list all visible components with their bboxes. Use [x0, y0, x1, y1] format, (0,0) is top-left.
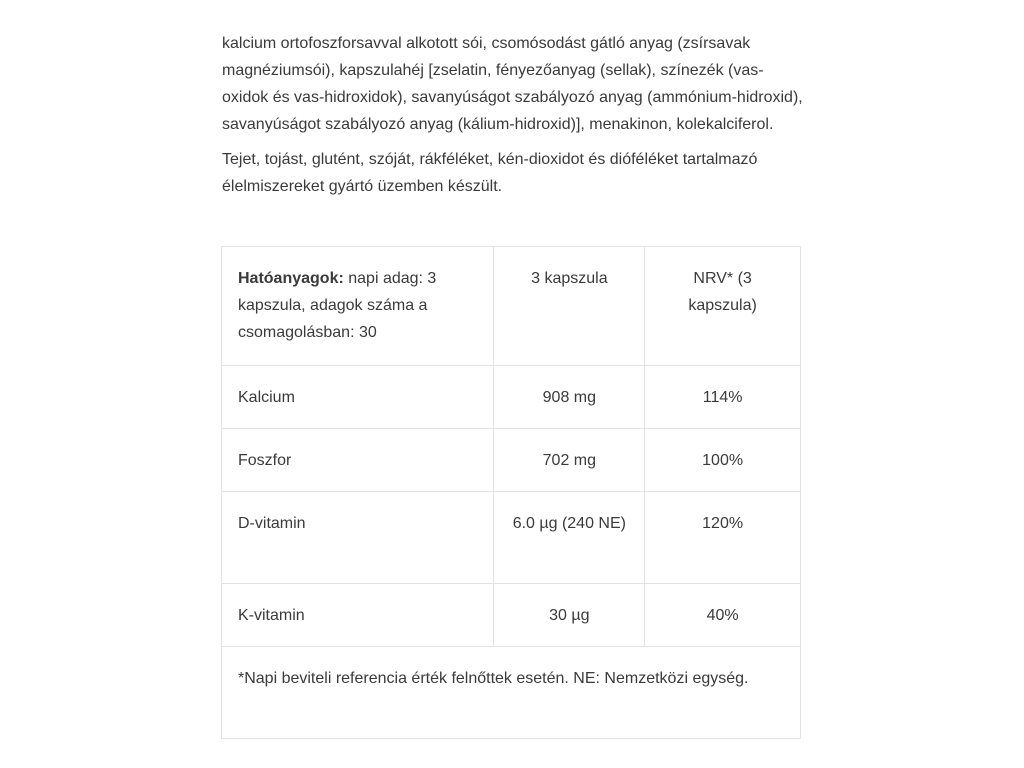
header-active-ingredients [222, 247, 494, 366]
header-nrv: NRV* (3 kapszula) [645, 247, 801, 366]
table-row [222, 492, 801, 584]
row-name: Foszfor [222, 429, 494, 492]
row-name: K-vitamin [222, 584, 494, 647]
header-label-bold: Hatóanyagok: [238, 270, 344, 287]
allergen-text: Tejet, tojást, glutént, szóját, rákféléket, kén-dioxidot és dióféléket tartalmazó élelmiszereket gyártó üzemben készült. [222, 151, 758, 195]
ingredients-text: kalcium ortofoszforsavval alkotott sói, csomósodást gátló anyag (zsírsavak magnéziumsói), kapszulahéj [zselatin, fényezőanyag (sellak), színezék (vas-oxidok és vas-hidroxidok), savanyúságot szabályozó anyag (ammónium-hidroxid), savanyúságot szabályozó anyag (kálium-hidroxid)], menakinon, kolekalciferol. [222, 35, 803, 133]
header-dose: 3 kapszula [494, 247, 645, 366]
table-header-row [222, 247, 801, 366]
row-name: D-vitamin [222, 492, 494, 584]
row-amount: 702 mg [494, 429, 645, 492]
footnote: *Napi beviteli referencia érték felnőttek esetén. NE: Nemzetközi egység. [222, 647, 801, 739]
nutrition-table [221, 246, 801, 739]
row-amount: 6.0 µg (240 NE) [494, 492, 645, 584]
header-label-rest: napi adag: 3 kapszula, adagok száma a csomagolásban: 30 [238, 270, 437, 341]
table-row [222, 366, 801, 429]
table-footnote-row [222, 647, 801, 739]
row-nrv: 100% [645, 429, 801, 492]
row-nrv: 114% [645, 366, 801, 429]
table-row [222, 584, 801, 647]
table-row [222, 429, 801, 492]
row-amount: 908 mg [494, 366, 645, 429]
row-name: Kalcium [222, 366, 494, 429]
row-nrv: 120% [645, 492, 801, 584]
product-description [222, 30, 807, 212]
row-nrv: 40% [645, 584, 801, 647]
row-amount: 30 µg [494, 584, 645, 647]
